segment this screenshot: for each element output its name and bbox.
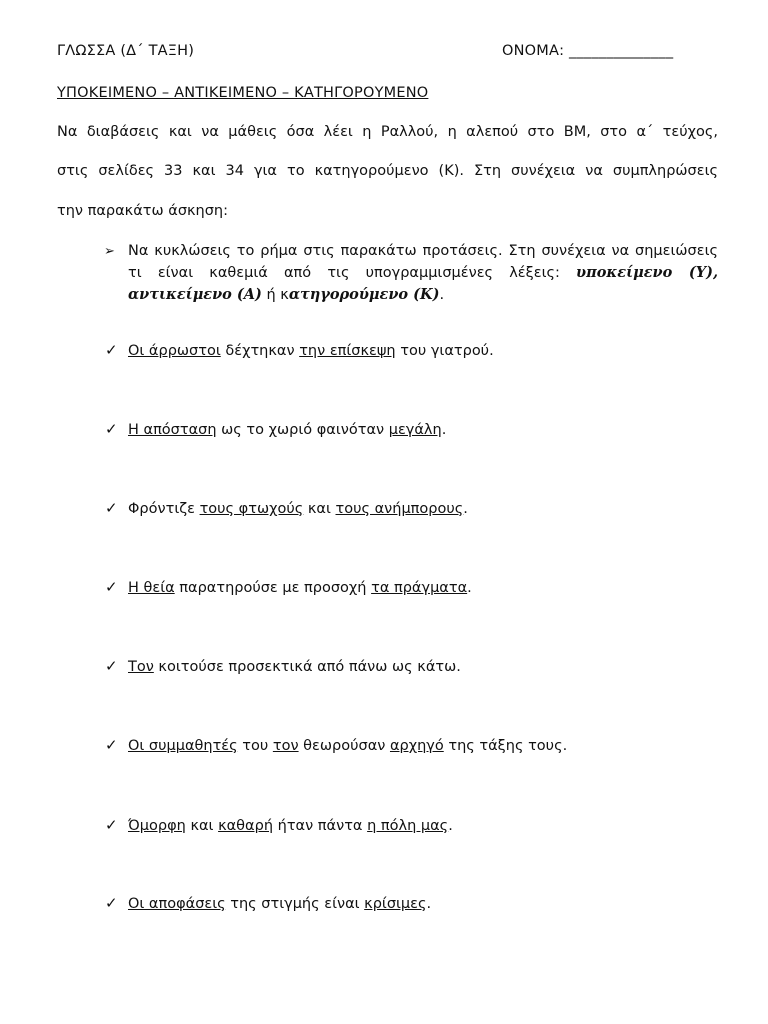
sentence-text: και — [303, 501, 336, 517]
underlined-word: Οι άρρωστοι — [128, 343, 221, 359]
subject-header: ΓΛΩΣΣΑ (Δ΄ ΤΑΞΗ) — [57, 43, 195, 59]
sentence-text: του — [237, 738, 273, 754]
sentence-text: . — [467, 580, 472, 596]
underlined-word: Η απόσταση — [128, 422, 217, 438]
underlined-word: την επίσκεψη — [299, 343, 396, 359]
sentence-6 — [105, 736, 567, 754]
checkmark-icon: ✓ — [105, 499, 118, 517]
checkmark-icon: ✓ — [105, 736, 118, 754]
sentence-7 — [105, 816, 453, 834]
instruction-main: Να κυκλώσεις το ρήμα στις παρακάτω προτάσεις. Στη συνέχεια να σημειώσεις τι είναι καθεμιά από τις υπογραμμισμένες λέξεις: — [128, 243, 718, 281]
underlined-word: Η θεία — [128, 580, 175, 596]
sentence-1 — [105, 341, 494, 359]
checkmark-icon: ✓ — [105, 578, 118, 596]
sentence-text: και — [185, 818, 219, 834]
sentence-text: της τάξης τους. — [443, 738, 568, 754]
checkmark-icon: ✓ — [105, 657, 118, 675]
worksheet-title: ΥΠΟΚΕΙΜΕΝΟ – ΑΝΤΙΚΕΙΜΕΝΟ – ΚΑΤΗΓΟΡΟΥΜΕΝΟ — [57, 85, 429, 101]
sentence-text: ήταν πάντα — [273, 818, 368, 834]
underlined-word: αρχηγό — [389, 738, 444, 754]
sentence-text: . — [426, 896, 432, 912]
underlined-word: κρίσιμες — [364, 896, 427, 912]
sentence-4 — [105, 578, 472, 596]
instruction-emph-1: υποκείμενο (Υ), αντικείμενο (Α) — [128, 264, 718, 303]
underlined-word: τον — [272, 738, 299, 754]
sentence-text: ως το χωριό φαινόταν — [216, 422, 389, 438]
underlined-word: μεγάλη — [388, 422, 442, 438]
underlined-word: καθαρή — [218, 818, 274, 834]
underlined-word: Όμορφη — [128, 818, 186, 834]
sentence-text: . — [463, 501, 468, 517]
sentence-text: της στιγμής είναι — [225, 896, 365, 912]
sentence-text: Φρόντιζε — [128, 501, 200, 517]
sentence-text: . — [441, 422, 447, 438]
instruction-text — [128, 241, 718, 306]
sentence-text: θεωρούσαν — [298, 738, 390, 754]
sentence-text: κοιτούσε προσεκτικά από πάνω ως κάτω. — [153, 659, 461, 675]
sentence-8 — [105, 894, 431, 912]
intro-line-1: Να διαβάσεις και να μάθεις όσα λέει η Ραλλού, η αλεπού στο ΒΜ, στο α΄ τεύχος, — [57, 124, 718, 140]
intro-line-2: στις σελίδες 33 και 34 για το κατηγορούμενο (Κ). Στη συνέχεια να συμπληρώσεις — [57, 163, 718, 179]
checkmark-icon: ✓ — [105, 894, 118, 912]
underlined-word: τους ανήμπορους — [335, 501, 464, 517]
sentence-3 — [105, 499, 468, 517]
sentence-2 — [105, 420, 446, 438]
underlined-word: η πόλη μας — [367, 818, 449, 834]
instruction-or: ή κ — [261, 287, 289, 303]
instruction-emph-2: ατηγορούμενο (Κ) — [288, 286, 440, 303]
checkmark-icon: ✓ — [105, 341, 118, 359]
sentence-text: παρατηρούσε με προσοχή — [174, 580, 372, 596]
checkmark-icon: ✓ — [105, 420, 118, 438]
instruction-end: . — [439, 287, 445, 303]
arrow-bullet-icon: ➢ — [104, 244, 115, 259]
checkmark-icon: ✓ — [105, 816, 118, 834]
sentence-text: του γιατρού. — [395, 343, 494, 359]
sentence-5 — [105, 657, 461, 675]
intro-line-3: την παρακάτω άσκηση: — [57, 203, 229, 219]
underlined-word: τα πράγματα — [371, 580, 468, 596]
underlined-word: Οι συμμαθητές — [128, 738, 238, 754]
instruction-block — [104, 241, 718, 306]
underlined-word: Τον — [128, 659, 154, 675]
underlined-word: τους φτωχούς — [199, 501, 304, 517]
name-field-label: ΟΝΟΜΑ: ______________ — [502, 43, 674, 59]
sentence-text: . — [448, 818, 453, 834]
underlined-word: Οι αποφάσεις — [128, 896, 226, 912]
sentence-text: δέχτηκαν — [220, 343, 300, 359]
